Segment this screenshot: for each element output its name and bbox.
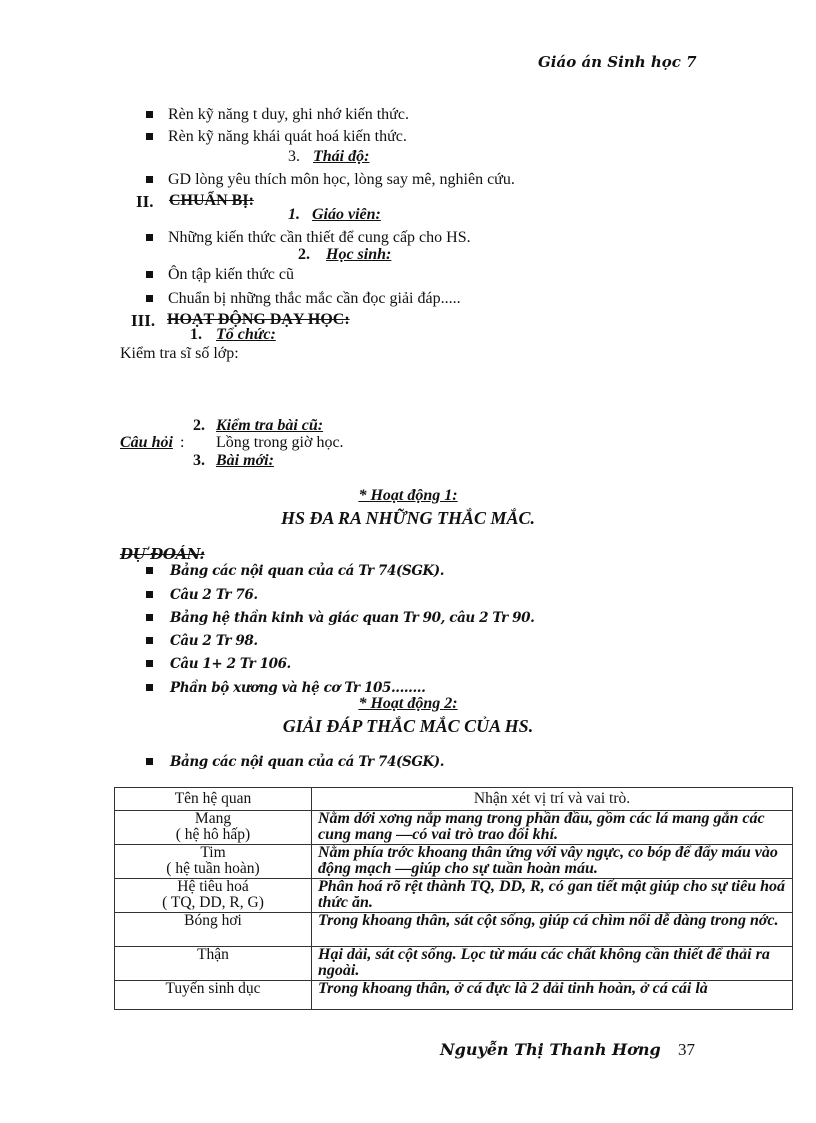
footer-author: Nguyễn Thị Thanh Hơng [440,1040,661,1059]
organ-name-cell: Mang ( hệ hô hấp) [115,811,312,845]
page-header-title: Giáo án Sinh học 7 [538,53,697,71]
organ-name-cell: Tuyến sinh dục [115,981,312,1010]
organ-name-cell: Bóng hơi [115,913,312,947]
organ-desc-cell: Nằm phía trớc khoang thân ứng với vây ngực, co bóp để đẩy máu vào động mạch —giúp cho sự tuần hoàn máu. [312,845,793,879]
question-label: Câu hỏi [120,434,173,451]
organ-name-cell: Thận [115,947,312,981]
bullet [146,111,153,118]
activity2-label: * Hoạt động 2: [358,695,458,712]
expected-item-5: Câu 1+ 2 Tr 106. [170,656,291,672]
student-item-2: Chuẩn bị những thắc mắc cần đọc giải đáp..... [168,290,461,307]
footer-page-number: 37 [678,1040,695,1059]
teacher-number: 1. [288,206,300,223]
prep-numeral: II. [136,192,154,211]
attendance-text: Kiểm tra sĩ số lớp: [120,345,239,362]
table-header-cell: Tên hệ quan [115,788,312,811]
bullet [146,234,153,241]
organ-desc-cell: Trong khoang thân, sát cột sống, giúp cá chìm nổi dễ dàng trong nớc. [312,913,793,947]
organ-systems-table [114,787,793,1010]
bullet [146,271,153,278]
table-row [115,913,793,947]
bullet [146,684,153,691]
new-lesson-title: Bài mới: [216,452,274,469]
attitude-item-1: GD lòng yêu thích môn học, lòng say mê, nghiên cứu. [168,171,515,188]
activity1-title: HS ĐA RA NHỮNG THẮC MẮC. [280,508,535,528]
table-row [115,947,793,981]
bullet [146,614,153,621]
table-header-row [115,788,793,811]
activity2-item: Bảng các nội quan của cá Tr 74(SGK). [170,754,445,770]
attitude-title: Thái độ: [313,148,370,165]
activity1-label: * Hoạt động 1: [358,487,458,504]
bullet [146,295,153,302]
teacher-title: Giáo viên: [312,206,381,223]
table-row [115,845,793,879]
expected-label: DỰ ĐOÁN: [120,545,205,563]
table-row [115,879,793,913]
check-title: Kiểm tra bài cũ: [216,417,324,434]
student-item-1: Ôn tập kiến thức cũ [168,266,294,283]
activities-title: HOẠT ĐỘNG DẠY HỌC: [167,311,350,328]
expected-item-1: Bảng các nội quan của cá Tr 74(SGK). [170,563,445,579]
organ-desc-cell: Hại dải, sát cột sống. Lọc từ máu các chất không cần thiết để thải ra ngoài. [312,947,793,981]
expected-item-2: Câu 2 Tr 76. [170,587,258,603]
activity2-title: GIẢI ĐÁP THẮC MẮC CỦA HS. [282,716,534,736]
organ-desc-cell: Nằm dới xơng nắp mang trong phần đầu, gồm các lá mang gắn các cung mang —có vai trò trao đổi khí. [312,811,793,845]
skill-item-2: Rèn kỹ năng khái quát hoá kiến thức. [168,128,407,145]
new-lesson-number: 3. [193,452,205,469]
organ-desc-cell: Phân hoá rõ rệt thành TQ, DD, R, có gan tiết mật giúp cho sự tiêu hoá thức ăn. [312,879,793,913]
bullet [146,637,153,644]
table-row [115,811,793,845]
check-number: 2. [193,417,205,434]
expected-item-6: Phần bộ xương và hệ cơ Tr 105........ [170,680,426,696]
organ-name-cell: Hệ tiêu hoá ( TQ, DD, R, G) [115,879,312,913]
teacher-item: Những kiến thức cần thiết để cung cấp cho HS. [168,229,471,246]
table-header-cell: Nhận xét vị trí và vai trò. [312,788,793,811]
expected-item-3: Bảng hệ thần kinh và giác quan Tr 90, câu 2 Tr 90. [170,610,535,626]
activities-numeral: III. [131,311,156,330]
prep-title: CHUẨN BỊ: [169,192,254,209]
bullet [146,660,153,667]
attitude-number: 3. [288,148,300,165]
organ-desc-cell: Trong khoang thân, ở cá đực là 2 dải tinh hoàn, ở cá cái là [312,981,793,1010]
question-text: Lồng trong giờ học. [216,434,344,451]
bullet [146,591,153,598]
org-title: Tổ chức: [216,326,276,343]
organ-name-cell: Tim ( hệ tuần hoàn) [115,845,312,879]
skill-item-1: Rèn kỹ năng t duy, ghi nhớ kiến thức. [168,106,409,123]
table-row [115,981,793,1010]
question-colon: : [180,434,185,451]
bullet [146,133,153,140]
student-title: Học sinh: [326,246,392,263]
bullet [146,758,153,765]
bullet [146,176,153,183]
bullet [146,567,153,574]
expected-item-4: Câu 2 Tr 98. [170,633,258,649]
student-number: 2. [298,246,310,263]
org-number: 1. [190,326,202,343]
